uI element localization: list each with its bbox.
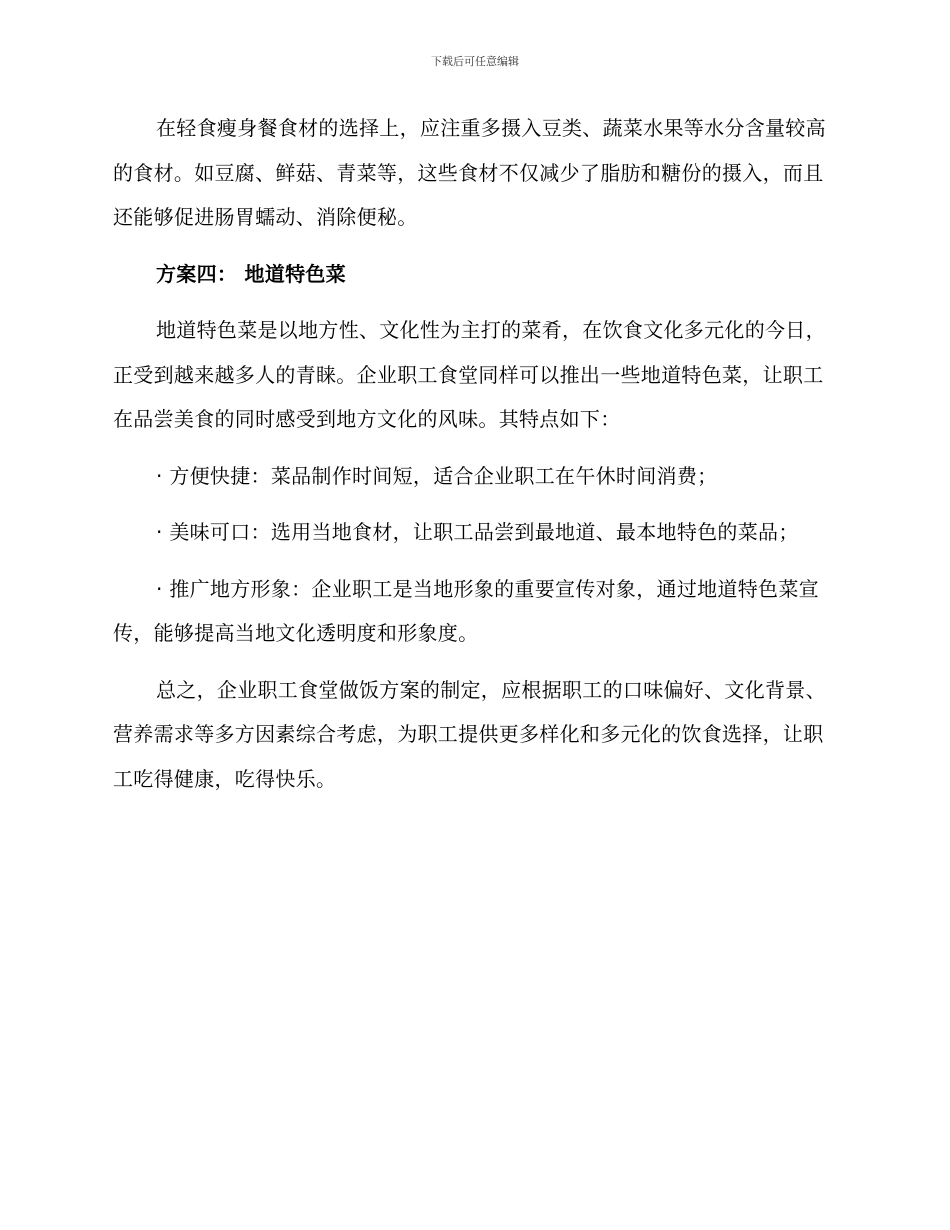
document-body bbox=[113, 106, 833, 813]
page-header: 下载后可任意编辑 bbox=[431, 55, 519, 68]
paragraph-light-meal-ingredients: 在轻食瘦身餐食材的选择上，应注重多摄入豆类、蔬菜水果等水分含量较高的食材。如豆腐、鲜菇、青菜等，这些食材不仅减少了脂肪和糖份的摄入，而且还能够促进肠胃蠕动、消除便秘。 bbox=[113, 116, 826, 229]
bullet-item-delicious: · 美味可口：选用当地食材，让职工品尝到最地道、最本地特色的菜品； bbox=[156, 520, 799, 544]
bullet-item-promote-image: · 推广地方形象：企业职工是当地形象的重要宣传对象，通过地道特色菜宣传，能够提高当地文化透明度和形象度。 bbox=[113, 576, 819, 645]
section-heading: 方案四： 地道特色菜 bbox=[156, 261, 346, 286]
paragraph-local-specialty-intro: 地道特色菜是以地方性、文化性为主打的菜肴，在饮食文化多元化的今日，正受到越来越多人的青睐。企业职工食堂同样可以推出一些地道特色菜，让职工在品尝美食的同时感受到地方文化的风味。其特点如下： bbox=[113, 318, 826, 431]
bullet-item-convenient: · 方便快捷：菜品制作时间短，适合企业职工在午休时间消费； bbox=[156, 463, 718, 488]
paragraph-conclusion: 总之，企业职工食堂做饭方案的制定，应根据职工的口味偏好、文化背景、营养需求等多方因素综合考虑，为职工提供更多样化和多元化的饮食选择，让职工吃得健康，吃得快乐。 bbox=[113, 677, 826, 791]
